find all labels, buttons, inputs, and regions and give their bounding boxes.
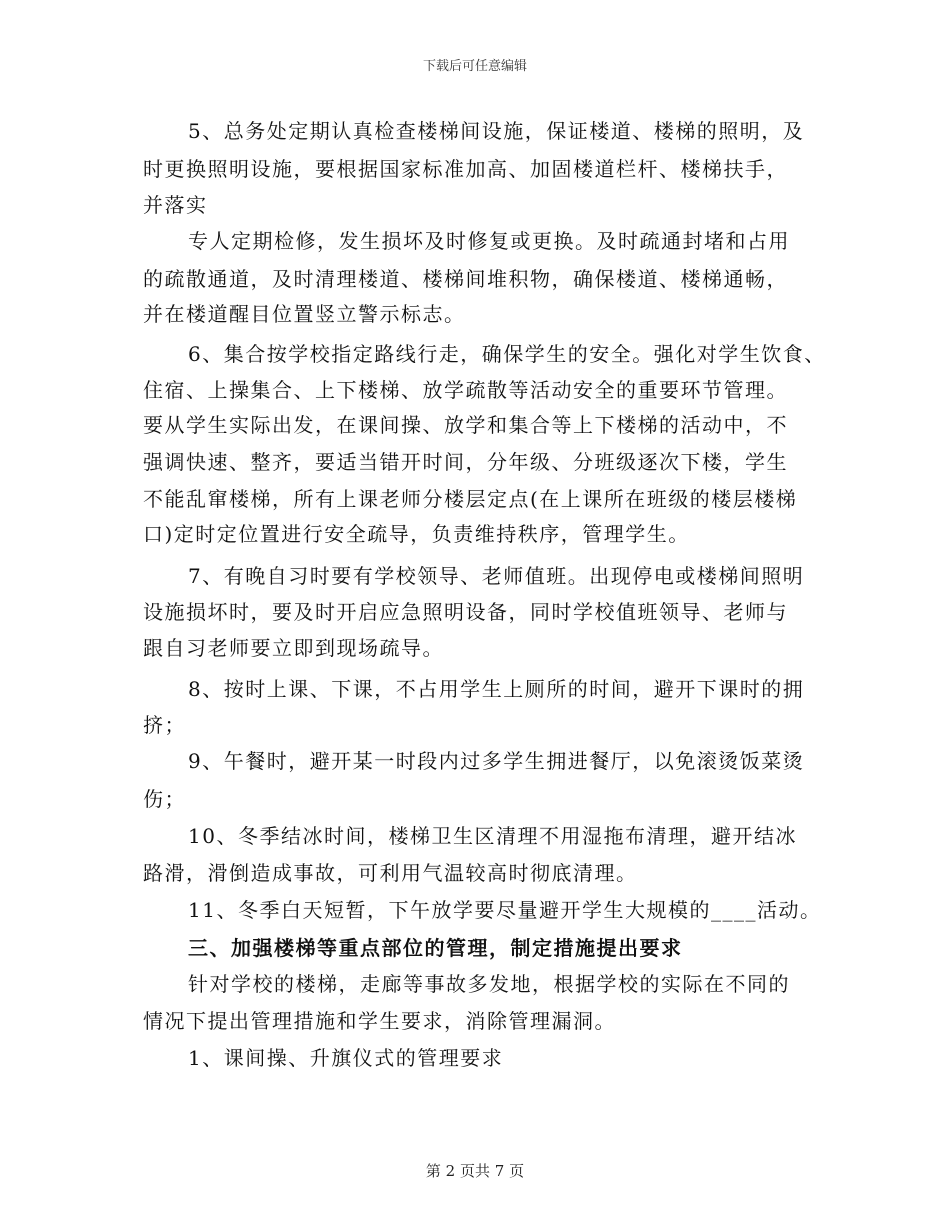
subsection-heading: 1、课间操、升旗仪式的管理要求: [188, 1046, 504, 1070]
paragraph-line: 并落实: [143, 193, 208, 217]
paragraph-line: 路滑，滑倒造成事故，可利用气温较高时彻底清理。: [143, 861, 638, 885]
paragraph-line: 专人定期检修，发生损坏及时修复或更换。及时疏通封堵和占用: [188, 229, 790, 253]
paragraph-line: 口)定时定位置进行安全疏导，负责维持秩序，管理学生。: [143, 522, 690, 546]
paragraph-line: 强调快速、整齐，要适当错开时间，分年级、分班级逐次下楼，学生: [143, 450, 788, 474]
paragraph-line: 7、有晚自习时要有学校领导、老师值班。出现停电或楼梯间照明: [188, 564, 805, 588]
section-heading: 三、加强楼梯等重点部位的管理，制定措施提出要求: [188, 936, 683, 960]
paragraph-line: 的疏散通道，及时清理楼道、楼梯间堆积物，确保楼道、楼梯通畅，: [143, 267, 788, 291]
paragraph-line: 住宿、上操集合、上下楼梯、放学疏散等活动安全的重要环节管理。: [143, 378, 788, 402]
page-footer: 第 2 页共 7 页: [425, 1162, 525, 1180]
paragraph-line: 8、按时上课、下课，不占用学生上厕所的时间，避开下课时的拥: [188, 677, 805, 701]
paragraph-line: 伤；: [143, 787, 186, 811]
paragraph-line: 跟自习老师要立即到现场疏导。: [143, 636, 444, 660]
paragraph-line: 时更换照明设施，要根据国家标准加高、加固楼道栏杆、楼梯扶手，: [143, 157, 788, 181]
paragraph-line: 6、集合按学校指定路线行走，确保学生的安全。强化对学生饮食、: [188, 342, 826, 366]
paragraph-line: 挤；: [143, 713, 186, 737]
paragraph-line: 不能乱窜楼梯，所有上课老师分楼层定点(在上课所在班级的楼层楼梯: [143, 487, 798, 511]
paragraph-line: 11、冬季白天短暂，下午放学要尽量避开学生大规模的____活动。: [188, 898, 822, 922]
paragraph-line: 并在楼道醒目位置竖立警示标志。: [143, 302, 466, 326]
paragraph-line: 10、冬季结冰时间，楼梯卫生区清理不用湿拖布清理，避开结冰: [188, 824, 797, 848]
paragraph-line: 设施损坏时，要及时开启应急照明设备，同时学校值班领导、老师与: [143, 600, 788, 624]
paragraph-line: 情况下提出管理措施和学生要求，消除管理漏洞。: [143, 1009, 616, 1033]
page-header: 下载后可任意编辑: [422, 59, 527, 74]
paragraph-line: 9、午餐时，避开某一时段内过多学生拥进餐厅，以免滚烫饭菜烫: [188, 749, 805, 773]
paragraph-line: 要从学生实际出发，在课间操、放学和集合等上下楼梯的活动中，不: [143, 413, 788, 437]
paragraph-line: 5、总务处定期认真检查楼梯间设施，保证楼道、楼梯的照明，及: [188, 119, 805, 143]
paragraph-line: 针对学校的楼梯，走廊等事故多发地，根据学校的实际在不同的: [188, 972, 790, 996]
